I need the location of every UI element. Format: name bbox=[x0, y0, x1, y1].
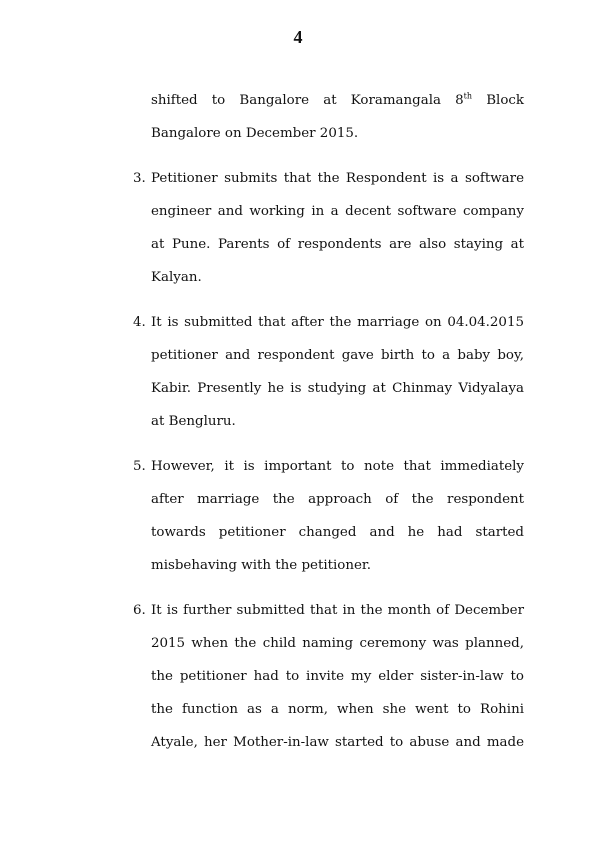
page-number: 4 bbox=[293, 27, 303, 47]
paragraph-line: towards petitioner changed and he had started bbox=[151, 525, 524, 540]
paragraph-line: the petitioner had to invite my elder sister-in-law to bbox=[151, 669, 524, 684]
numbered-paragraph-5 bbox=[133, 450, 524, 582]
paragraph-number: 3. bbox=[133, 171, 146, 186]
paragraph-line: at Pune. Parents of respondents are also staying at bbox=[151, 237, 524, 252]
paragraph-line: the function as a norm, when she went to Rohini bbox=[151, 702, 524, 717]
numbered-paragraph-4 bbox=[133, 306, 524, 438]
paragraph-line: However, it is important to note that immediately bbox=[151, 459, 524, 474]
paragraph-line: Atyale, her Mother-in-law started to abuse and made bbox=[151, 735, 524, 750]
paragraph-line: after marriage the approach of the respondent bbox=[151, 492, 524, 507]
paragraph-line: at Bengluru. bbox=[151, 414, 236, 429]
page-content bbox=[133, 84, 524, 759]
paragraph-number: 4. bbox=[133, 315, 146, 330]
paragraph-line: It is further submitted that in the month of December bbox=[151, 603, 524, 618]
paragraph-line: Kabir. Presently he is studying at Chinmay Vidyalaya bbox=[151, 381, 524, 396]
numbered-paragraph-3 bbox=[133, 162, 524, 294]
paragraph-line: petitioner and respondent gave birth to a baby boy, bbox=[151, 348, 524, 363]
numbered-paragraph-6 bbox=[133, 594, 524, 759]
paragraph-line: It is submitted that after the marriage on 04.04.2015 bbox=[151, 315, 524, 330]
paragraph-line: shifted to Bangalore at Koramangala 8th Block bbox=[151, 91, 524, 108]
paragraph-line: misbehaving with the petitioner. bbox=[151, 558, 372, 573]
paragraph-line: Kalyan. bbox=[151, 270, 202, 285]
ordinal-suffix: th bbox=[463, 91, 473, 101]
paragraph-number: 6. bbox=[133, 603, 146, 618]
paragraph-line: Bangalore on December 2015. bbox=[151, 126, 359, 141]
paragraph-line: 2015 when the child naming ceremony was planned, bbox=[151, 636, 524, 651]
continued-paragraph bbox=[133, 84, 524, 150]
paragraph-line: engineer and working in a decent software company bbox=[151, 204, 524, 219]
paragraph-line: Petitioner submits that the Respondent is a software bbox=[151, 171, 524, 186]
paragraph-number: 5. bbox=[133, 459, 146, 474]
